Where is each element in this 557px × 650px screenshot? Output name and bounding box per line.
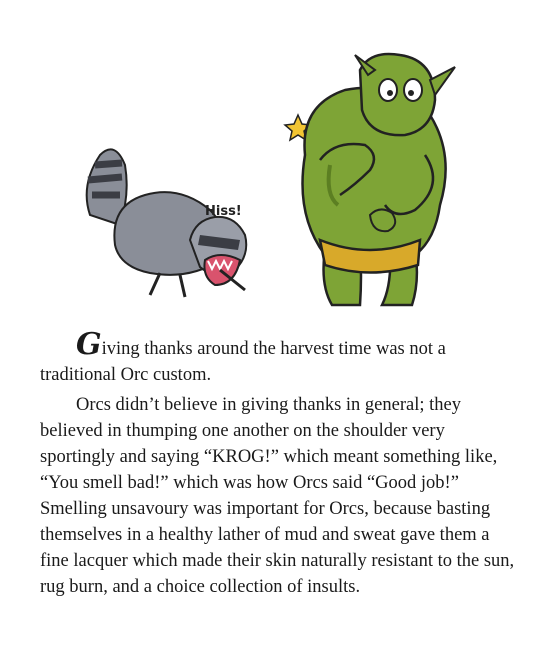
illustration-svg [70,45,490,315]
raccoon-figure [87,149,247,297]
illustration [70,45,490,315]
drop-cap: G [76,327,102,362]
orc-figure [303,54,456,305]
story-paragraph-1 [40,327,520,388]
story-paragraph-2: Orcs didn’t believe in giving thanks in general; they believed in thumping one another on the shoulder very sportingly and saying “KROG!” which meant something like, “You smell bad!” which was how Orcs said “Good job!” Smelling unsavoury was important for Orcs, because basting themselves in a healthy lather of mud and sweat gave them a fine lacquer which made their skin naturally resistant to the sun, rug burn, and a choice collection of insults. [40,395,515,597]
story-text [40,327,520,604]
paragraph-1-text: iving thanks around the harvest time was not a traditional Orc custom. [40,339,446,385]
hiss-text: Hiss! [205,204,242,219]
